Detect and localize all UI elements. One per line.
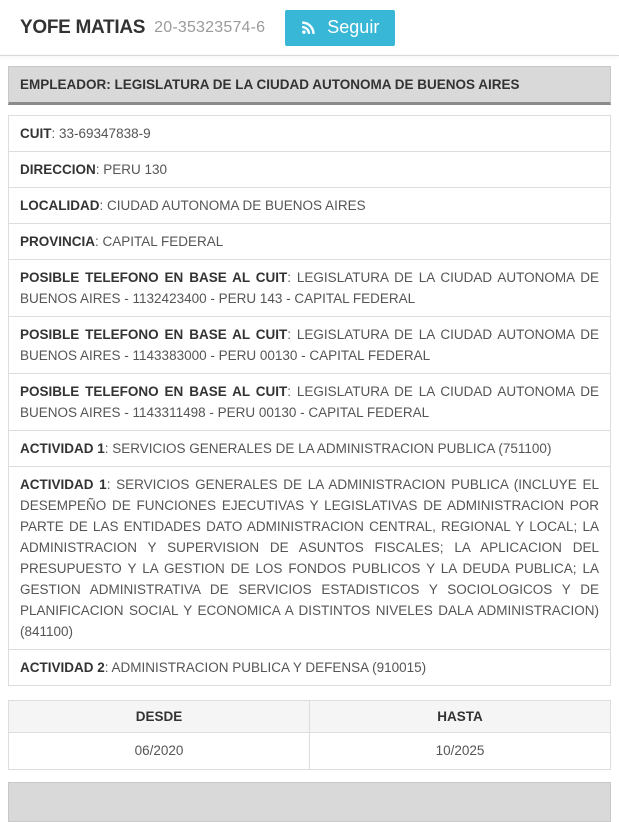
- next-section-header-partial: [8, 782, 611, 822]
- label-separator: :: [95, 234, 103, 249]
- row-label: PROVINCIA: [20, 234, 96, 249]
- column-header-desde: DESDE: [9, 701, 310, 733]
- label-separator: :: [99, 198, 108, 213]
- period-table: [8, 700, 611, 770]
- row-value: LEGISLATURA DE LA CIUDAD AUTONOMA DE BUENOS AIRES - 1143311498 - PERU 00130 - CAPITAL FEDERAL: [20, 384, 599, 420]
- info-row-telefono-2: [9, 317, 610, 374]
- period-hasta-value: 10/2025: [310, 733, 611, 770]
- row-label: ACTIVIDAD 1: [20, 477, 107, 492]
- employer-card: [8, 66, 611, 822]
- info-row-telefono-1: [9, 260, 610, 317]
- info-row-actividad-1: [9, 431, 610, 467]
- row-label: CUIT: [20, 126, 52, 141]
- row-label: POSIBLE TELEFONO EN BASE AL CUIT: [20, 327, 288, 342]
- label-separator: :: [95, 162, 104, 177]
- row-value: SERVICIOS GENERALES DE LA ADMINISTRACION PUBLICA (751100): [112, 441, 552, 456]
- employer-info-table: [8, 115, 611, 686]
- row-label: POSIBLE TELEFONO EN BASE AL CUIT: [20, 270, 288, 285]
- column-header-hasta: HASTA: [310, 701, 611, 733]
- profile-header: [0, 0, 619, 55]
- info-row-telefono-3: [9, 374, 610, 431]
- label-separator: :: [104, 441, 113, 456]
- header-divider: [0, 55, 619, 56]
- rss-icon: [299, 18, 318, 37]
- employer-section-title: EMPLEADOR: LEGISLATURA DE LA CIUDAD AUTONOMA DE BUENOS AIRES: [20, 77, 520, 92]
- info-row-cuit: [9, 116, 610, 152]
- row-value: SERVICIOS GENERALES DE LA ADMINISTRACION PUBLICA (INCLUYE EL DESEMPEÑO DE FUNCIONES EJECUTIVAS Y LEGISLATIVAS DE ADMINISTRACION POR PARTE DE LAS ENTIDADES DATO ADMINISTRACION CENTRAL, REGIONAL Y LOCAL; LA ADMINISTRACION Y SUPERVISION DE ASUNTOS FISCALES; LA APLICACION DEL PRESUPUESTO Y LA GESTION DE LOS FONDOS PUBLICOS Y LA DEUDA PUBLICA; LA GESTION ADMINISTRATIVA DE SERVICIOS ESTADISTICOS Y SOCIOLOGICOS Y DE PLANIFICACION SOCIAL Y ECONOMICA A DISTINTOS NIVELES DALA ADMINISTRACION) (841100): [20, 477, 599, 639]
- row-value: 33-69347838-9: [59, 126, 151, 141]
- follow-button[interactable]: [285, 10, 395, 46]
- label-separator: :: [104, 660, 112, 675]
- info-row-provincia: [9, 224, 610, 260]
- row-label: ACTIVIDAD 1: [20, 441, 105, 456]
- period-table-header-row: [9, 701, 611, 733]
- label-separator: :: [287, 270, 297, 285]
- table-row: [9, 733, 611, 770]
- row-value: PERU 130: [103, 162, 168, 177]
- employer-section-header: [8, 66, 611, 105]
- row-value: LEGISLATURA DE LA CIUDAD AUTONOMA DE BUENOS AIRES - 1143383000 - PERU 00130 - CAPITAL FEDERAL: [20, 327, 599, 363]
- info-row-localidad: [9, 188, 610, 224]
- follow-button-label: Seguir: [327, 17, 380, 37]
- row-label: DIRECCION: [20, 162, 96, 177]
- row-value: CIUDAD AUTONOMA DE BUENOS AIRES: [107, 198, 366, 213]
- info-row-actividad-2: [9, 650, 610, 686]
- row-label: ACTIVIDAD 2: [20, 660, 105, 675]
- person-cuit: 20-35323574-6: [154, 19, 266, 36]
- info-row-direccion: [9, 152, 610, 188]
- person-name: YOFE MATIAS: [20, 17, 146, 38]
- row-value: ADMINISTRACION PUBLICA Y DEFENSA (910015): [111, 660, 427, 675]
- row-value: LEGISLATURA DE LA CIUDAD AUTONOMA DE BUENOS AIRES - 1132423400 - PERU 143 - CAPITAL FEDERAL: [20, 270, 599, 306]
- label-separator: :: [51, 126, 60, 141]
- row-value: CAPITAL FEDERAL: [102, 234, 224, 249]
- info-row-actividad-1-detalle: [9, 467, 610, 650]
- label-separator: :: [106, 477, 117, 492]
- row-label: POSIBLE TELEFONO EN BASE AL CUIT: [20, 384, 288, 399]
- label-separator: :: [287, 327, 297, 342]
- label-separator: :: [287, 384, 297, 399]
- row-label: LOCALIDAD: [20, 198, 100, 213]
- period-desde-value: 06/2020: [9, 733, 310, 770]
